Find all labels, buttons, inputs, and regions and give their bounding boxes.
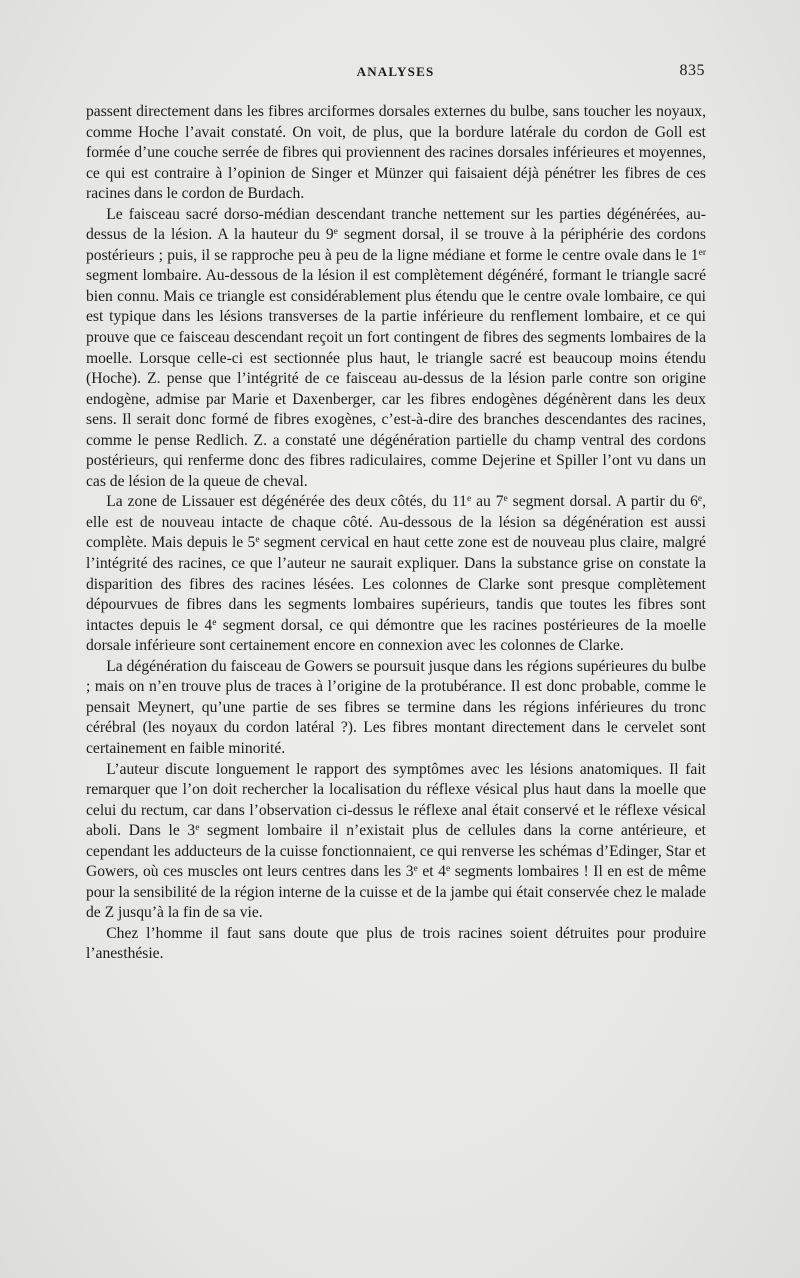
ordinal-superscript: e <box>503 494 508 505</box>
text-run: segment dorsal, il se trouve à la périphérie des cordons postérieurs ; puis, il se rapproche peu à peu de la ligne médiane et forme le centre ovale dans le 1 <box>86 226 706 264</box>
text-run: au 7 <box>471 493 504 511</box>
paragraph <box>86 760 706 924</box>
ordinal-superscript: e <box>445 864 451 875</box>
text-run: Chez l’homme il faut sans doute que plus de trois racines soient détruites pour produire l’anesthésie. <box>86 924 706 963</box>
text-run: segment cervical en haut cette zone est de nouveau plus claire, malgré l’intégrité des racines, ce que l’auteur ne saurait expliquer. Dans la substance grise on constate la disparition des fibres des racines lésées. Les colonnes de Clarke sont presque complètement dépourvues de fibres dans les segments lombaires supérieurs, tandis que toutes les fibres sont intactes depuis le 4 <box>86 534 706 634</box>
ordinal-superscript: e <box>195 823 200 834</box>
paragraph <box>86 492 706 656</box>
text-run: et 4 <box>417 863 446 881</box>
text-run: passent directement dans les fibres arciformes dorsales externes du bulbe, sans toucher les noyaux, comme Hoche l’avait constaté. On voit, de plus, que la bordure latérale du cordon de Goll est formée d’une couche serrée de fibres qui proviennent des racines dorsales inférieures et moyennes, ce qui est contraire à l’opinion de Singer et Münzer qui faisaient déjà pénétrer les fibres de ces racines dans le cordon de Burdach. <box>86 103 706 203</box>
text-run: La zone de Lissauer est dégénérée des deux côtés, du 11 <box>106 493 467 511</box>
page-number: 835 <box>679 62 705 79</box>
ordinal-superscript: e <box>697 494 703 505</box>
text-run: , elle est de nouveau intacte de chaque côté. Au-dessous de la lésion sa dégénération est aussi complète. Mais depuis le 5 <box>86 493 706 552</box>
text-run: La dégénération du faisceau de Gowers se poursuit jusque dans les régions supérieures du bulbe ; mais on n’en trouve plus de traces à l’origine de la protubérance. Il est donc probable, comme le pensait Meynert, qu’une partie de ses fibres se termine dans les régions inférieures du tronc cérébral (les noyaux du cordon latéral ?). Les fibres montant directement dans le cervelet sont certainement en faible minorité. <box>86 657 706 757</box>
text-run: segment dorsal, ce qui démontre que les racines postérieures de la moelle dorsale inférieure sont certainement encore en connexion avec les colonnes de Clarke. <box>86 616 706 655</box>
ordinal-superscript: er <box>698 247 706 258</box>
text-run: segment lombaire. Au-dessous de la lésion il est complètement dégénéré, formant le triangle sacré bien connu. Mais ce triangle est considérablement plus étendu que le centre ovale lombaire, ce qui est typique dans les lésions transverses de la partie inférieure du renflement lombaire, et ce qui prouve que ce faisceau descendant reçoit un fort contingent de fibres des segments lombaires de la moelle. Lorsque celle-ci est sectionnée plus haut, le triangle sacré est beaucoup moins étendu (Hoche). Z. pense que l’intégrité de ce faisceau au-dessus de la lésion parle contre son origine endogène, admise par Marie et Daxenberger, car les fibres endogènes dégénèrent dans les deux sens. Il serait donc formé de fibres exogènes, c’est-à-dire des branches descendantes des racines, comme le pense Redlich. Z. a constaté une dégénération partielle du champ ventral des cordons postérieurs, qui renferme donc des fibres radiculaires, comme Dejerine et Spiller l’ont vu dans un cas de lésion de la queue de cheval. <box>86 267 706 490</box>
paragraph <box>86 924 706 965</box>
paragraph <box>86 657 706 760</box>
ordinal-superscript: e <box>333 227 338 238</box>
text-run: L’auteur discute longuement le rapport des symptômes avec les lésions anatomiques. Il fait remarquer que l’on doit rechercher la localisation du réflexe vésical plus haut dans la moelle que celui du rectum, car dans l’observation ci-dessus le réflexe anal était conservé et le réflexe vésical aboli. Dans le 3 <box>86 760 706 840</box>
ordinal-superscript: e <box>255 535 260 546</box>
article-body <box>86 102 706 965</box>
text-run: segments lombaires ! Il en est de même pour la sensibilité de la région interne de la cuisse et de la jambe qui était conservée chez le malade de Z jusqu’à la fin de sa vie. <box>86 863 707 922</box>
text-run: Le faisceau sacré dorso-médian descendant tranche nettement sur les parties dégénérées, au-dessus de la lésion. A la hauteur du 9 <box>86 205 706 244</box>
ordinal-superscript: e <box>413 864 418 875</box>
running-header <box>86 64 705 84</box>
ordinal-superscript: e <box>466 494 472 505</box>
running-title: ANALYSES <box>356 64 435 79</box>
text-run: segment dorsal. A partir du 6 <box>507 493 698 511</box>
text-run: segment lombaire il n’existait plus de cellules dans la corne antérieure, et cependant les adducteurs de la cuisse fonctionnaient, ce qui renverse les schémas d’Edinger, Star et Gowers, où ces muscles ont leurs centres dans les 3 <box>86 822 707 881</box>
paragraph <box>86 205 706 493</box>
paragraph <box>86 102 706 205</box>
ordinal-superscript: e <box>212 617 217 628</box>
